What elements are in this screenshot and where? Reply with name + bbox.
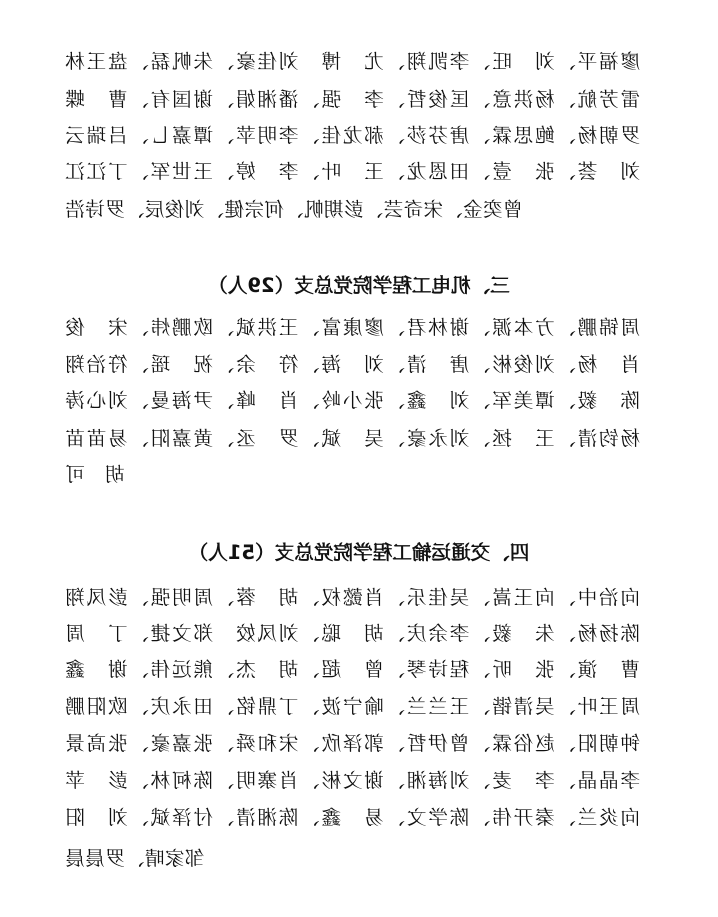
name-list-line: 胡 可	[65, 463, 125, 486]
name-list-line: 肖 杨、刘俊彬、唐 清、刘 海、符 余、祝 瑶、符治翔	[65, 353, 640, 376]
name-list-line: 雷芳航、杨洪意、匡俊哲、李 强、潘湘娟、谢国有、曹 蝶	[65, 88, 640, 111]
name-list-line: 周锦鹏、方本源、谢林君、廖康富、王洪斌、欧鹏炜、宋 俊	[65, 316, 640, 339]
name-list-line: 曹 演、张 昕、程诗琴、曾 超、胡 杰、熊远伟、谢 鑫	[65, 658, 640, 681]
name-list-line: 李晶晶、李 麦、刘海湘、谢文彬、肖寨明、陈柯林、彭 苹	[65, 769, 640, 792]
name-list-line: 钟朝阳、赵俗霖、曾伊哲、郭泽欣、宋和舜、张嘉豪、张高景	[65, 732, 640, 755]
name-list-line: 邹家晴、罗晨晨	[65, 847, 205, 870]
name-list-line: 杨钧清、王 拯、刘永豪、吴 斌、罗 丞、黄嘉阳、易苗苗	[65, 427, 640, 450]
section-heading: 四、交通运输工程学院党总支（51人）	[188, 541, 530, 564]
name-list-line: 向治中、向王嵩、吴佳乐、肖懿权、胡 蓉、周明强、彭凤翔	[65, 586, 640, 609]
section-heading: 三、机电工程学院党总支（29人）	[208, 274, 510, 297]
name-list-line: 向炎兰、秦开伟、陈学文、易 鑫、陈湘清、付泽斌、刘 阳	[65, 806, 640, 829]
name-list-line: 刘 荟、张 壹、田恩龙、王 叶、李 婷、王世军、丁江江	[65, 160, 640, 183]
name-list-line: 陈 毅、谭美军、刘 鑫、张小岭、肖 峰、尹海曼、刘心涛	[65, 389, 640, 412]
name-list-line: 罗朝杨、鲍思霖、唐芬莎、郝龙佳、李明苹、谭嘉乚、吕瑞云	[65, 124, 640, 147]
name-list-line: 廖福平、刘 旺、李凯翔、尤 博 刘佳豪、朱帆磊、盘王林	[65, 50, 640, 73]
name-list-line: 曾奕金、宋奇芸、彭期帆、何宗健、刘俊辰、罗诗浩	[65, 198, 523, 221]
name-list-line: 周王叶、吴清锴、王兰兰、喻宁波、丁鼎铭、田永庆、欧阳鹏	[65, 695, 640, 718]
name-list-line: 陈扬杨、朱 毅、李余庆、胡 聪、刘凤姣 郑文捷、丁 周	[65, 622, 640, 645]
